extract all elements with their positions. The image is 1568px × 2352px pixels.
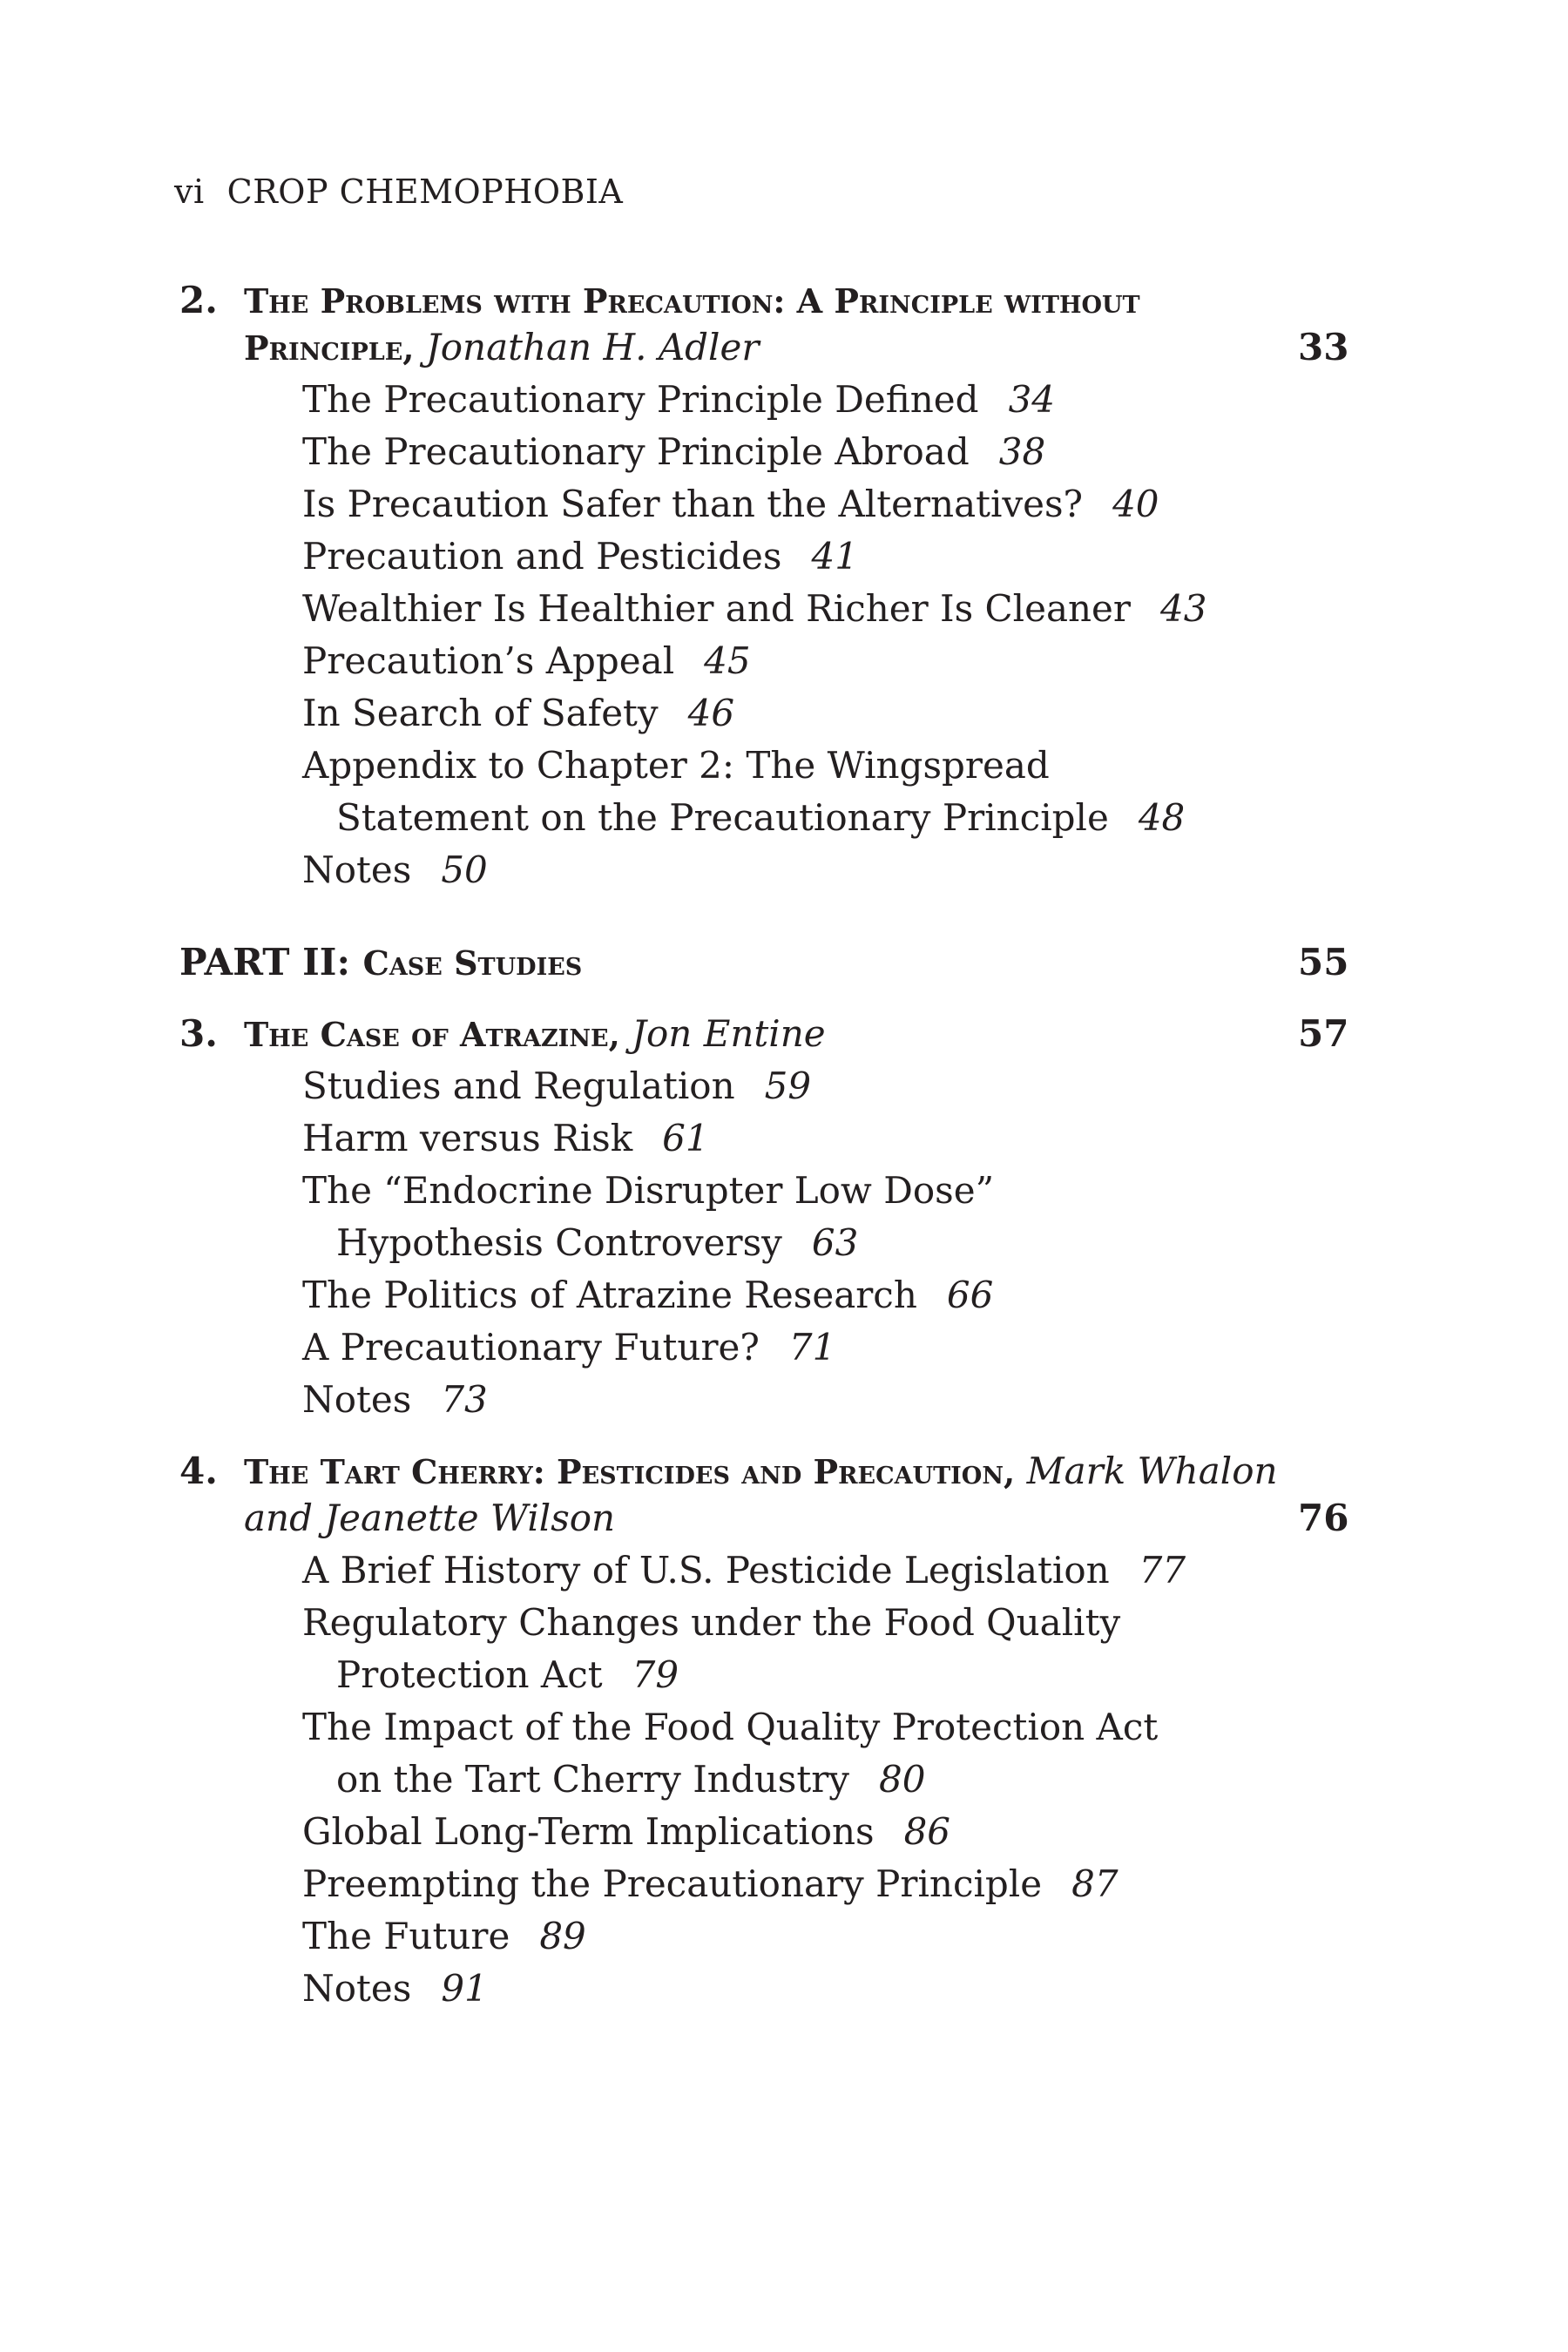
entry-page: 43 [1160,587,1207,630]
chapter-number: 3. [179,1012,218,1055]
entry-title: Harm versus Risk [302,1117,633,1159]
toc-entry [302,1706,1159,1748]
entry-title: A Brief History of U.S. Pesticide Legislation [302,1549,1110,1592]
entry-page: 45 [704,639,751,682]
entry-page: 46 [687,692,735,734]
chapter-title: The Case of Atrazine, [244,1015,620,1054]
toc-entry [302,1915,586,1957]
chapter-4-heading [179,1450,1278,1492]
part-heading [179,941,583,983]
header-title: CROP CHEMOPHOBIA [226,172,624,211]
entry-page: 38 [998,430,1046,473]
toc-entry [302,378,1056,421]
entry-title: The Impact of the Food Quality Protection Act [302,1706,1159,1748]
part-title: Case Studies [362,943,583,983]
chapter-4-heading-cont [244,1497,616,1539]
entry-page: 34 [1008,378,1056,421]
toc-entry [302,1117,709,1159]
chapter-title: The Tart Cherry: Pesticides and Precaution, [244,1452,1016,1491]
entry-page: 59 [764,1064,812,1107]
toc-entry [302,744,1050,787]
entry-title-cont: Statement on the Precautionary Principle [336,796,1109,839]
toc-entry [302,1967,488,2010]
entry-page: 86 [903,1810,951,1853]
entry-page: 48 [1138,796,1186,839]
header-page-number: vi [174,172,205,211]
entry-page: 87 [1071,1862,1119,1905]
toc-entry [302,848,488,891]
chapter-author-cont: and Jeanette Wilson [244,1497,616,1539]
entry-title-cont: on the Tart Cherry Industry [336,1758,850,1801]
entry-page: 61 [662,1117,709,1159]
chapter-author: Jon Entine [632,1012,826,1055]
entry-page: 89 [539,1915,586,1957]
toc-entry-cont [336,1758,926,1801]
entry-title: A Precautionary Future? [302,1326,760,1369]
entry-title: Appendix to Chapter 2: The Wingspread [302,744,1050,787]
entry-page: 71 [788,1326,836,1369]
toc-entry [302,1549,1186,1592]
entry-title: Is Precaution Safer than the Alternatives? [302,483,1084,525]
entry-title: Preempting the Precautionary Principle [302,1862,1043,1905]
toc-entry-cont [336,1653,679,1696]
chapter-title-cont: Principle, [244,328,415,368]
chapter-3-heading [179,1012,826,1055]
chapter-title: The Problems with Precaution: A Principle without [244,281,1140,321]
entry-title: The “Endocrine Disrupter Low Dose” [302,1169,995,1212]
chapter-number: 2. [179,279,218,321]
entry-title: Global Long-Term Implications [302,1810,875,1853]
chapter-author: Mark Whalon [1026,1450,1278,1492]
chapter-page: 76 [1298,1497,1349,1539]
entry-page: 91 [441,1967,488,2010]
chapter-page: 57 [1298,1012,1349,1055]
entry-title-cont: Hypothesis Controversy [336,1221,782,1264]
toc-entry [302,639,751,682]
entry-title: The Future [302,1915,510,1957]
entry-page: 80 [879,1758,926,1801]
entry-title: Wealthier Is Healthier and Richer Is Cleaner [302,587,1131,630]
entry-title: Precaution and Pesticides [302,535,782,578]
entry-page: 77 [1139,1549,1186,1592]
toc-entry [302,587,1207,630]
toc-entry [302,1169,995,1212]
chapter-page: 33 [1298,326,1349,368]
toc-entry [302,1810,951,1853]
entry-page: 40 [1112,483,1159,525]
toc-entry [302,692,735,734]
entry-page: 79 [632,1653,679,1696]
toc-entry-cont [336,796,1186,839]
entry-title: Notes [302,1378,412,1421]
toc-entry [302,483,1159,525]
part-label: PART II: [179,941,350,983]
chapter-2-heading [179,279,1140,321]
entry-title: The Precautionary Principle Defined [302,378,979,421]
toc-entry [302,1862,1119,1905]
entry-page: 73 [441,1378,488,1421]
entry-page: 63 [811,1221,859,1264]
entry-title: Regulatory Changes under the Food Quality [302,1601,1121,1644]
toc-entry [302,1326,836,1369]
entry-title: Notes [302,1967,412,2010]
toc-entry [302,1601,1121,1644]
entry-title: Precaution’s Appeal [302,639,675,682]
entry-page: 50 [441,848,488,891]
toc-entry [302,1378,488,1421]
entry-title: In Search of Safety [302,692,659,734]
running-header [174,172,623,211]
entry-title: Notes [302,848,412,891]
toc-entry [302,430,1046,473]
toc-entry-cont [336,1221,859,1264]
chapter-number: 4. [179,1450,218,1492]
entry-page: 41 [811,535,858,578]
chapter-author: Jonathan H. Adler [425,326,760,368]
entry-title-cont: Protection Act [336,1653,603,1696]
entry-title: Studies and Regulation [302,1064,735,1107]
entry-title: The Politics of Atrazine Research [302,1274,917,1316]
entry-title: The Precautionary Principle Abroad [302,430,970,473]
toc-entry [302,1274,994,1316]
toc-entry [302,1064,812,1107]
entry-page: 66 [946,1274,994,1316]
toc-entry [302,535,858,578]
chapter-2-heading-cont [244,326,760,368]
part-page: 55 [1298,941,1349,983]
